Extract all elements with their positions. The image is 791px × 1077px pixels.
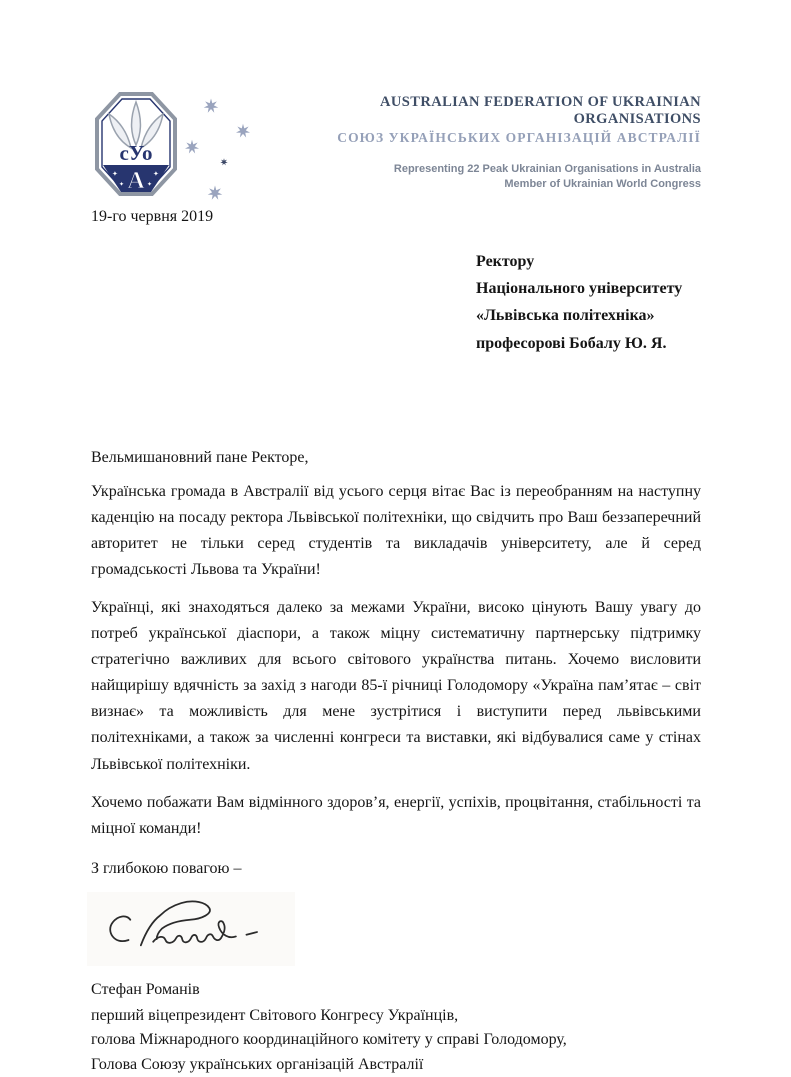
logo-monogram: сУо: [119, 141, 153, 165]
organisation-logo: [91, 88, 266, 200]
letter-date: 19-го червня 2019: [91, 208, 214, 225]
recipient-line: «Львівська політехніка»: [476, 307, 655, 325]
signatory-title: перший віцепрезидент Світового Конгресу Українців,: [91, 1007, 459, 1025]
tagline-representing: Representing 22 Peak Ukrainian Organisations in Australia: [393, 163, 701, 176]
closing-line: З глибокою повагою –: [91, 859, 242, 877]
afuo-emblem-icon: [95, 92, 177, 196]
signature-icon: [91, 896, 291, 962]
logo-letter-a: А: [127, 168, 145, 194]
recipient-line: професорові Бобалу Ю. Я.: [476, 334, 667, 352]
logo-star-icon: ✦: [119, 182, 125, 188]
paragraph-3: Хочемо побажати Вам відмінного здоров’я, енергії, успіхів, процвітання, стабільності та міцної команди!: [91, 793, 701, 837]
paragraph-2: Українці, які знаходяться далеко за межами України, високо цінують Вашу увагу до потреб української діаспори, а також міцну систематичну партнерську підтримку стратегічно важливих для всього світового українства питань. Хочемо висловити найщирішу вдячність за захід з нагоди 85-ї річниці Голодомору «Україна пам’ятає – світ визнає» та можливість для мене зустрітися і виступити перед львівськими політехніками, а також за численні конгреси та виставки, які відбувалися саме у стінах Львівської політехніки.: [91, 599, 701, 773]
logo-star-icon: ✦: [147, 182, 153, 188]
recipient-block: [476, 248, 701, 357]
signatory-name: Стефан Романів: [91, 980, 200, 998]
recipient-line: Ректору: [476, 253, 535, 270]
org-taglines: [266, 162, 701, 192]
signatory-title: Голова Союзу українських організацій Австралії: [91, 1055, 424, 1073]
salutation: Вельмишановний пане Ректоре,: [91, 448, 309, 466]
southern-cross-stars-icon: [179, 88, 265, 204]
recipient-line: Національного університету: [476, 280, 683, 298]
letterhead-text: [266, 88, 701, 192]
logo-star-icon: ✦: [112, 170, 118, 178]
paragraph-1: Українська громада в Австралії від усього серця вітає Вас із переобранням на наступну каденцію на посаду ректора Львівської політехніки, що свідчить про Ваш беззаперечний авторитет не тільки серед студентів та викладачів університету, але й серед громадськості Львова та України!: [91, 482, 701, 578]
org-name-ukrainian: СОЮЗ УКРАЇНСЬКИХ ОРГАНІЗАЦІЙ АВСТРАЛІЇ: [337, 129, 701, 145]
signatory-title: голова Міжнародного координаційного комітету у справі Голодомору,: [91, 1031, 567, 1049]
handwritten-signature: [87, 892, 295, 966]
org-name-english: AUSTRALIAN FEDERATION OF UKRAINIAN ORGANISATIONS: [380, 94, 701, 128]
letterhead: [91, 88, 701, 200]
signatory-block: [91, 978, 701, 1077]
tagline-member: Member of Ukrainian World Congress: [504, 178, 701, 191]
logo-star-icon: ✦: [153, 170, 159, 178]
